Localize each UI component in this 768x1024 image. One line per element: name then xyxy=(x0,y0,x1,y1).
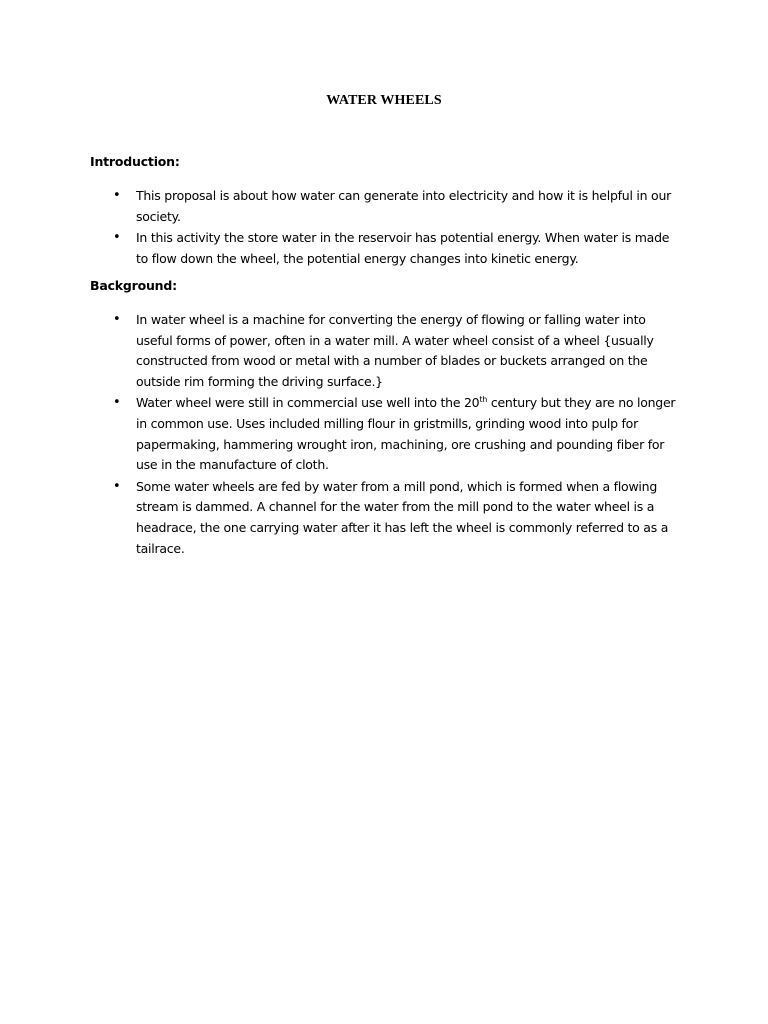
bullet-icon: • xyxy=(113,395,121,411)
list-item xyxy=(0,186,681,227)
document-title: WATER WHEELS xyxy=(326,93,442,108)
superscript-ordinal: th xyxy=(479,395,488,405)
list-item-text: In this activity the store water in the reservoir has potential energy. When water is made to flow down the wheel, the potential energy changes into kinetic energy. xyxy=(136,230,670,266)
bullet-icon: • xyxy=(113,188,121,203)
list-item-text-before: Water wheel were still in commercial use well into the 20 xyxy=(136,395,480,411)
list-item-text: In water wheel is a machine for converting the energy of flowing or falling water into useful forms of power, often in a water mill. A water wheel consist of a wheel {usually constructed from wood or metal with a number of blades or buckets arranged on the outside rim forming the driving surface.} xyxy=(136,312,654,389)
list-item xyxy=(0,393,681,475)
bullet-icon: • xyxy=(113,230,121,246)
background-list xyxy=(0,310,768,560)
bullet-icon: • xyxy=(113,312,121,327)
list-item-text xyxy=(136,395,675,472)
introduction-heading: Introduction: xyxy=(90,154,180,169)
list-item-text-after: century but they are no longer in common use. Uses included milling flour in gristmills, grinding wood into pulp for papermaking, hammering wrought iron, machining, ore crushing and pounding fiber for use in the manufacture of cloth. xyxy=(136,395,676,473)
background-heading: Background: xyxy=(90,278,177,293)
list-item-text: Some water wheels are fed by water from a mill pond, which is formed when a flowing stream is dammed. A channel for the water from the mill pond to the water wheel is a headrace, the one carrying water after it has left the wheel is commonly referred to as a tailrace. xyxy=(136,478,669,556)
list-item xyxy=(0,310,681,392)
introduction-list xyxy=(0,186,768,270)
list-item xyxy=(0,477,681,559)
bullet-icon: • xyxy=(113,478,121,494)
list-item xyxy=(0,228,681,269)
list-item-text: This proposal is about how water can generate into electricity and how it is helpful in our society. xyxy=(136,188,672,224)
